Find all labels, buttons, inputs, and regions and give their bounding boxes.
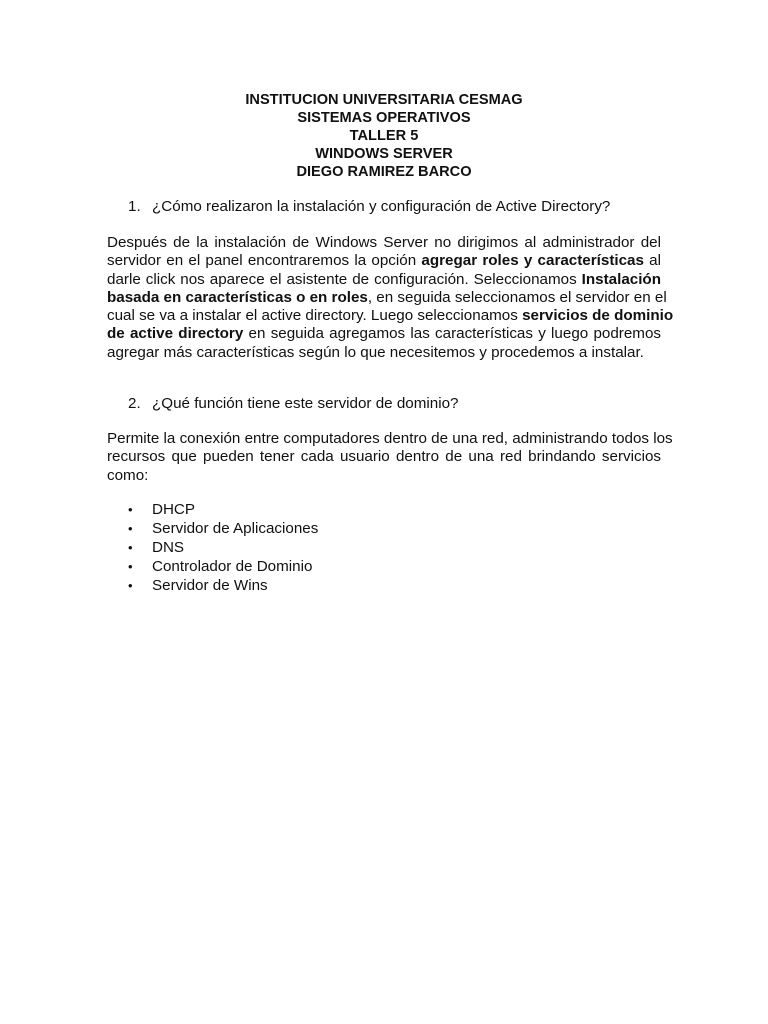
answer-1-line (107, 307, 674, 325)
answer-1-line (107, 271, 661, 289)
list-item (128, 500, 318, 519)
question-1 (128, 197, 610, 216)
bullet-icon: • (128, 502, 133, 517)
question-2-number: 2. (128, 395, 141, 412)
document-header (0, 91, 768, 181)
answer-1-line (107, 344, 661, 362)
answer-1-text: en seguida agregamos las características y luego podremos (243, 325, 661, 343)
bullet-icon: • (128, 521, 133, 536)
question-2 (128, 394, 458, 413)
bullet-icon: • (128, 578, 133, 593)
bullet-icon: • (128, 540, 133, 555)
answer-1-text: cual se va a instalar el active directory. Luego seleccionamos (107, 307, 523, 325)
answer-2-text: Permite la conexión entre computadores dentro de una red, administrando todos los (107, 430, 673, 447)
services-list (128, 500, 318, 595)
answer-2-paragraph (107, 430, 673, 485)
answer-1-text: agregar más características según lo que necesitemos y procedemos a instalar. (107, 343, 644, 361)
answer-2-line (107, 448, 661, 466)
answer-1-text: darle click nos aparece el asistente de configuración. Seleccionamos (107, 270, 582, 288)
answer-2-line (107, 467, 661, 485)
answer-1-bold-text: Instalación (581, 270, 661, 288)
answer-1-line (107, 234, 661, 252)
answer-1-text: Después de la instalación de Windows Server no dirigimos al administrador del (107, 234, 661, 251)
question-2-text: ¿Qué función tiene este servidor de dominio? (152, 395, 459, 412)
answer-1-line (107, 325, 661, 343)
answer-1-bold-text: agregar roles y características (421, 252, 644, 270)
answer-1-bold-text: servicios de dominio (522, 307, 674, 325)
answer-1-line (107, 252, 661, 270)
answer-2-text: como: (107, 466, 149, 484)
workshop-title: TALLER 5 (349, 128, 419, 144)
answer-2-text: recursos que pueden tener cada usuario dentro de una red brindando servicios (107, 448, 661, 466)
author-name: DIEGO RAMIREZ BARCO (296, 164, 472, 180)
answer-1-line (107, 288, 667, 307)
service-label: DHCP (152, 501, 196, 518)
answer-2-line (107, 430, 673, 448)
list-item (128, 576, 318, 595)
list-item (128, 557, 318, 576)
answer-1-text: al (643, 252, 662, 270)
answer-1-text: servidor en el panel encontraremos la opción (107, 252, 422, 270)
service-label: Controlador de Dominio (152, 558, 313, 575)
list-item (128, 519, 318, 538)
institution-title: INSTITUCION UNIVERSITARIA CESMAG (245, 92, 523, 108)
topic-title: WINDOWS SERVER (315, 146, 453, 162)
service-label: DNS (152, 539, 185, 556)
service-label: Servidor de Wins (152, 577, 268, 594)
question-1-text: ¿Cómo realizaron la instalación y configuración de Active Directory? (152, 198, 611, 215)
service-label: Servidor de Aplicaciones (152, 520, 319, 537)
answer-1-paragraph (107, 234, 674, 362)
answer-1-bold-text: de active directory (107, 325, 244, 343)
list-item (128, 538, 318, 557)
course-title: SISTEMAS OPERATIVOS (297, 110, 471, 126)
answer-1-bold-text: basada en características o en roles (107, 288, 368, 306)
answer-1-text: , en seguida seleccionamos el servidor en el (367, 288, 667, 306)
question-1-number: 1. (128, 198, 141, 215)
bullet-icon: • (128, 559, 133, 574)
